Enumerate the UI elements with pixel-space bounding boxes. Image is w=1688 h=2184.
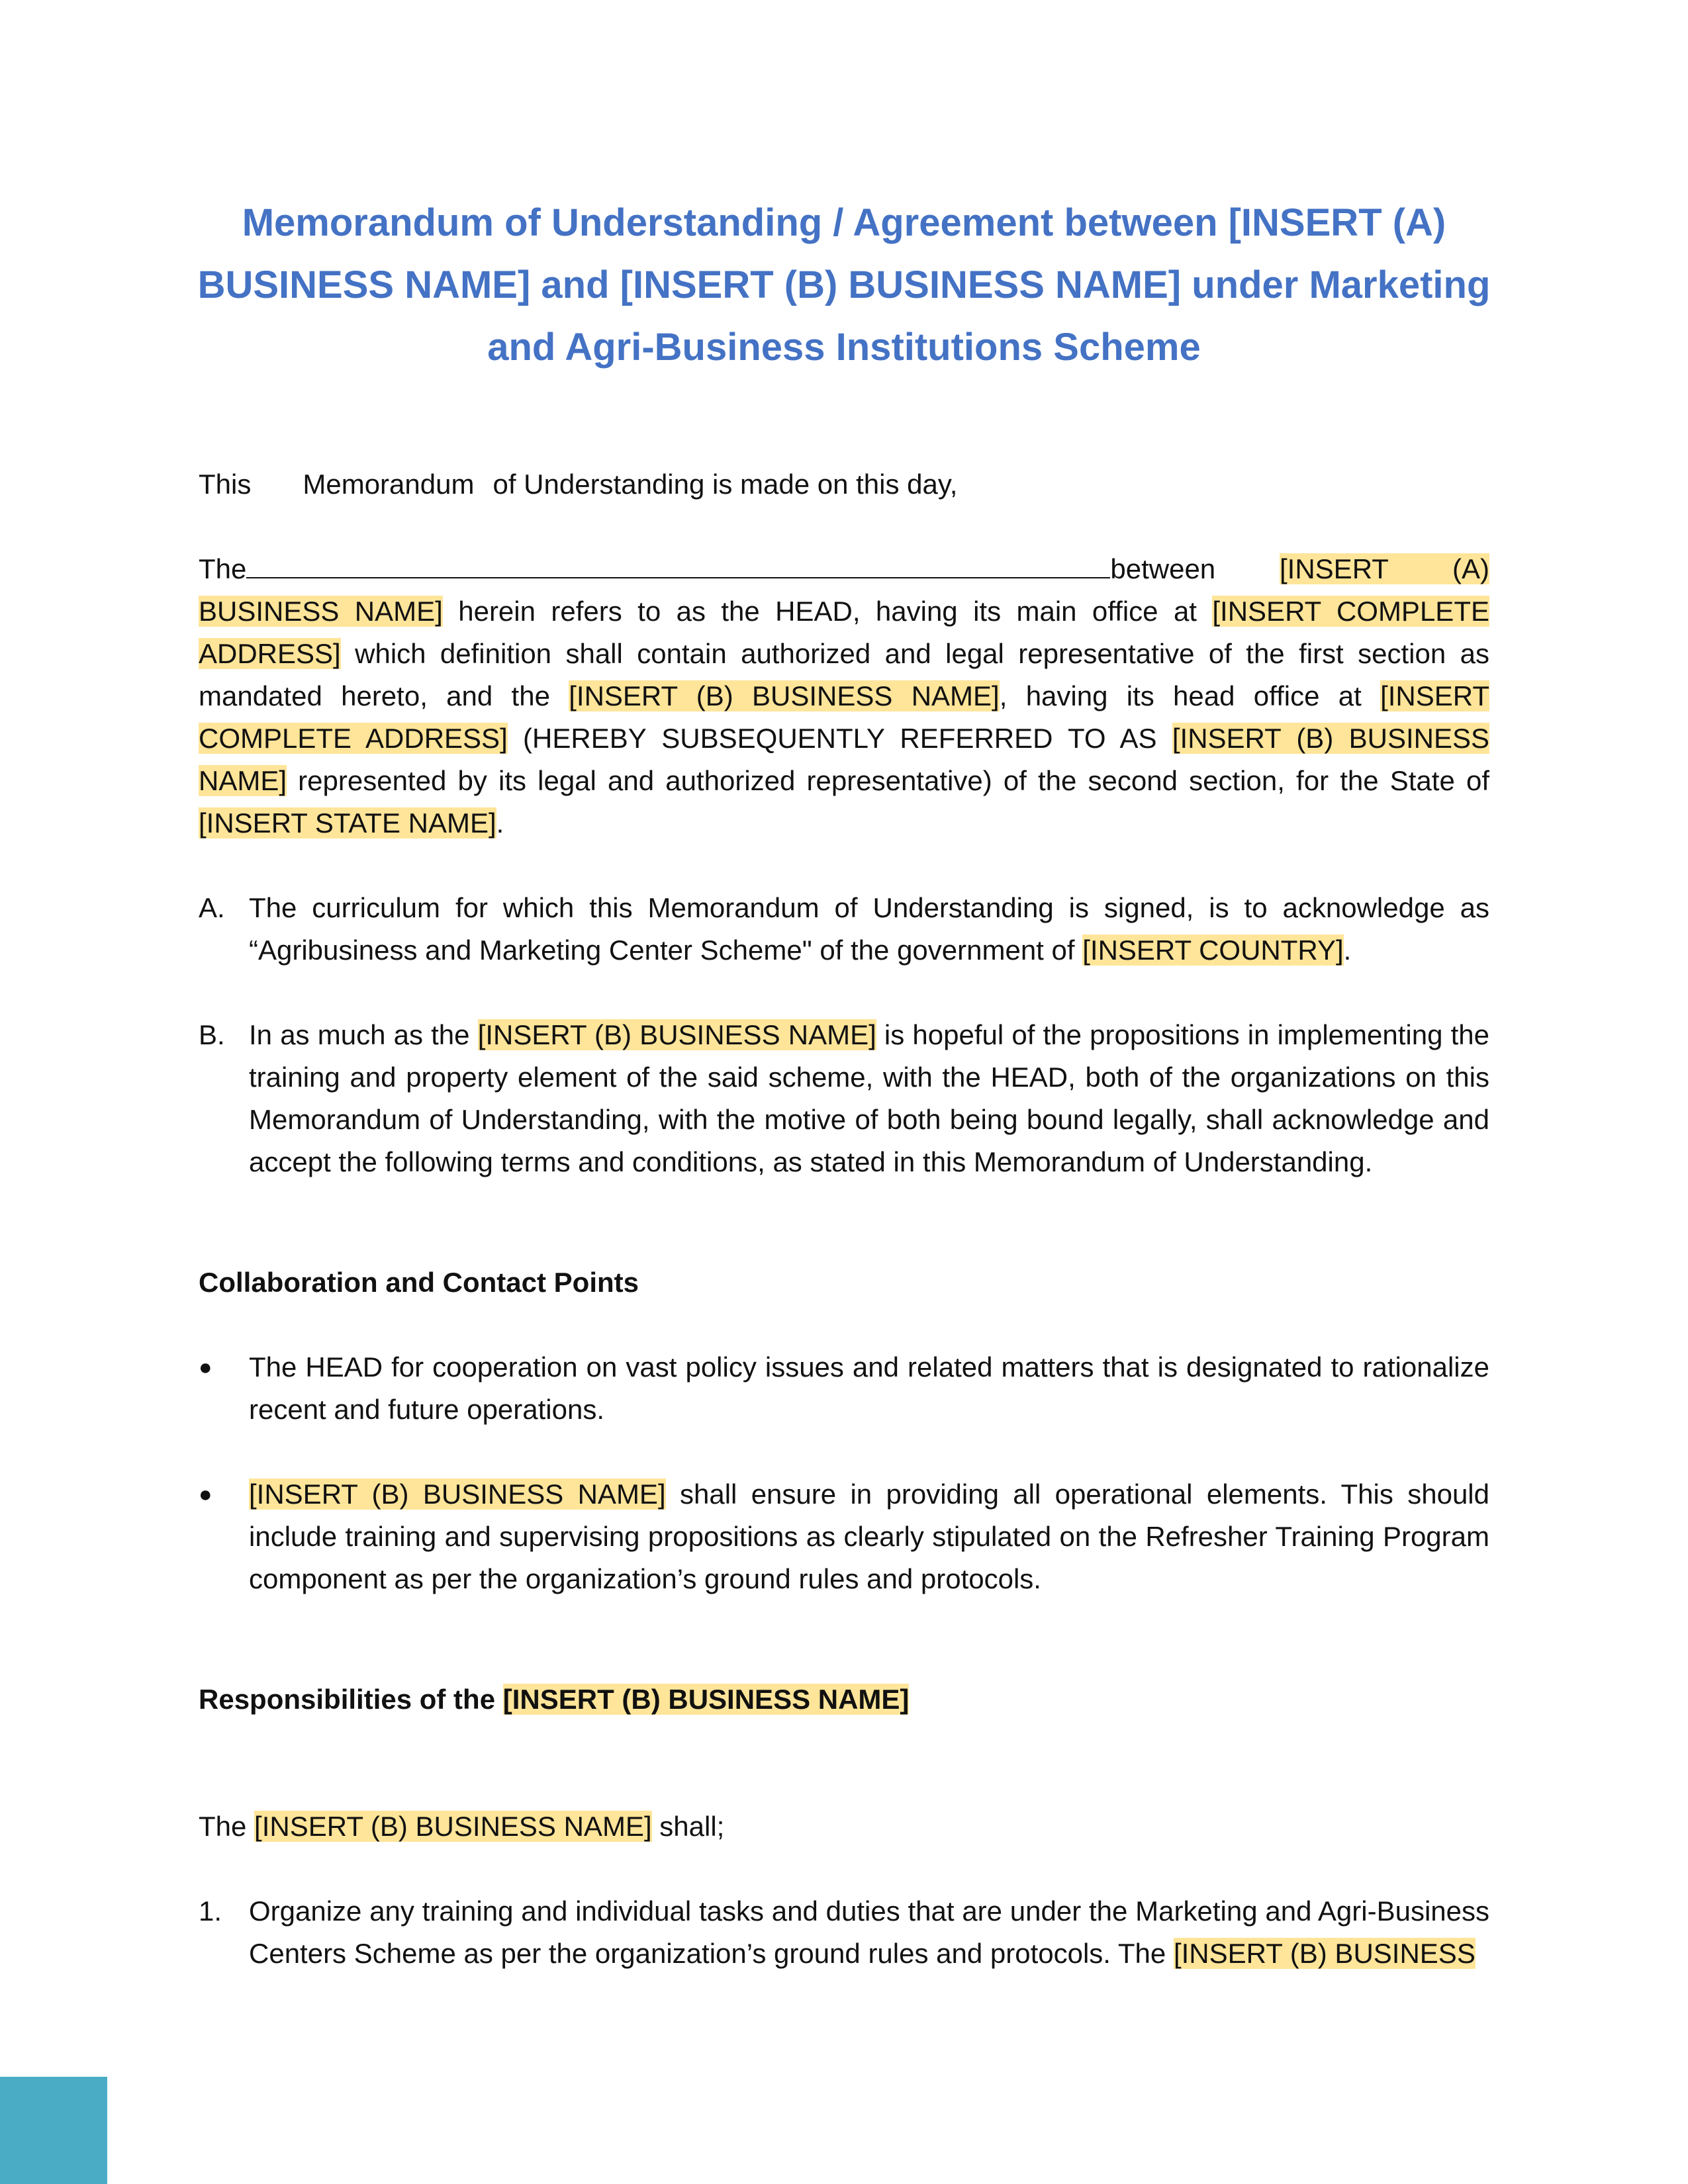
clause-b <box>199 1014 1489 1183</box>
responsibilities-shall: shall; <box>651 1811 725 1842</box>
title-line-2: BUSINESS NAME] and [INSERT (B) BUSINESS NAME] under Marketing <box>197 263 1491 306</box>
intro-rest: of Understanding is made on this day, <box>492 469 958 500</box>
placeholder-address-b[interactable]: [INSERT COMPLETE ADDRESS] <box>199 680 1489 754</box>
item-1-marker: 1. <box>199 1895 222 1927</box>
collab-bullet-1 <box>199 1346 1489 1431</box>
parties-text-1: herein refers to as the HEAD, having its main office at <box>442 596 1213 627</box>
responsibilities-heading <box>199 1678 1489 1721</box>
responsibilities-intro <box>199 1805 1489 1848</box>
clause-b-marker: B. <box>199 1019 225 1050</box>
placeholder-country[interactable]: [INSERT COUNTRY] <box>1082 934 1344 966</box>
placeholder-party-b-heading[interactable]: [INSERT (B) BUSINESS NAME] <box>502 1684 910 1715</box>
document-body <box>199 463 1489 1975</box>
parties-text-4: (HEREBY SUBSEQUENTLY REFERRED TO AS <box>507 723 1172 754</box>
bullet-icon: ● <box>199 1482 212 1507</box>
responsibilities-the: The <box>199 1811 255 1842</box>
parties-text-5: represented by its legal and authorized representative) of the second section, for the State of <box>287 765 1489 796</box>
title-line-1: Memorandum of Understanding / Agreement between [INSERT (A) <box>242 201 1446 244</box>
responsibility-item-1 <box>199 1890 1489 1975</box>
parties-text-6: . <box>496 807 504 839</box>
document-title <box>165 192 1523 379</box>
clause-b-text-1: In as much as the <box>249 1019 478 1050</box>
intro-paragraph <box>199 463 1489 506</box>
responsibilities-heading-text: Responsibilities of the <box>199 1684 503 1715</box>
parties-the: The <box>199 553 247 584</box>
placeholder-party-b-intro[interactable]: [INSERT (B) BUSINESS NAME] <box>254 1811 652 1842</box>
collab-bullet-1-text: The HEAD for cooperation on vast policy issues and related matters that is designated to rationalize recent and future operations. <box>249 1351 1489 1425</box>
title-line-3: and Agri-Business Institutions Scheme <box>487 326 1201 369</box>
bullet-icon: ● <box>199 1355 212 1380</box>
intro-word-memorandum: Memorandum <box>303 469 475 500</box>
parties-text-3: , having its head office at <box>999 680 1381 711</box>
placeholder-address-a[interactable]: [INSERT COMPLETE ADDRESS] <box>199 596 1489 669</box>
collab-heading: Collaboration and Contact Points <box>199 1267 639 1298</box>
clause-a-end: . <box>1343 934 1352 966</box>
parties-between: between <box>1110 553 1280 584</box>
intro-word-this: This <box>199 469 252 500</box>
placeholder-party-b-item[interactable]: [INSERT (B) BUSINESS <box>1173 1938 1476 1969</box>
placeholder-party-b-2[interactable]: [INSERT (B) BUSINESS NAME] <box>199 723 1489 796</box>
placeholder-party-b-bullet[interactable]: [INSERT (B) BUSINESS NAME] <box>249 1479 666 1510</box>
parties-paragraph <box>199 548 1489 844</box>
clause-a-text: The curriculum for which this Memorandum of Understanding is signed, is to acknowledge as “Agribusiness and Marketing Center Scheme" of the government of <box>249 892 1489 966</box>
item-1-text: Organize any training and individual tasks and duties that are under the Marketing and Agri-Business Centers Scheme as per the organization’s ground rules and protocols. The <box>249 1895 1489 1969</box>
parties-text-2: which definition shall contain authorized and legal representative of the first section as mandated hereto, and the <box>199 638 1489 711</box>
placeholder-state[interactable]: [INSERT STATE NAME] <box>199 807 496 839</box>
corner-decoration <box>0 2077 107 2184</box>
clause-a <box>199 887 1489 972</box>
clause-a-marker: A. <box>199 892 225 923</box>
placeholder-party-b-clause[interactable]: [INSERT (B) BUSINESS NAME] <box>477 1019 876 1050</box>
placeholder-party-b[interactable]: [INSERT (B) BUSINESS NAME] <box>569 680 1000 711</box>
placeholder-party-a[interactable]: [INSERT (A) BUSINESS NAME] <box>199 553 1489 627</box>
collab-bullet-2-text: shall ensure in providing all operational elements. This should include training and supervising propositions as clearly stipulated on the Refresher Training Program component as per the organization’s ground rules and protocols. <box>249 1479 1489 1594</box>
clause-b-text-2: is hopeful of the propositions in implementing the training and property element of the said scheme, with the HEAD, both of the organizations on this Memorandum of Understanding, with the motive of both being bound legally, shall acknowledge and accept the following terms and conditions, as stated in this Memorandum of Understanding. <box>249 1019 1489 1177</box>
collab-bullet-2 <box>199 1473 1489 1600</box>
date-blank-line[interactable] <box>246 553 1110 578</box>
